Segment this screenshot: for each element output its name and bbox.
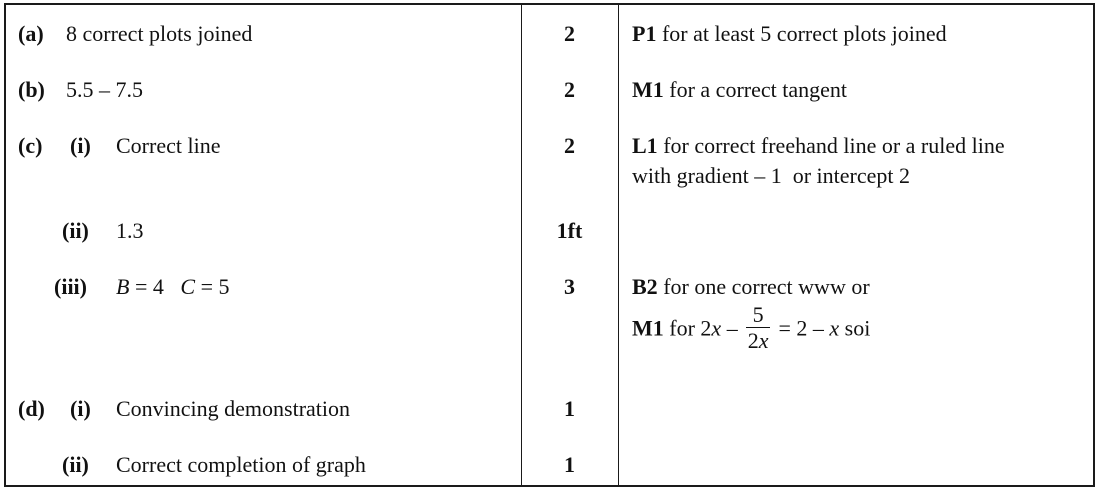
answer-c-iii bbox=[116, 272, 229, 302]
subpart-label-c-ii: (ii) bbox=[62, 218, 89, 243]
val-b: = 4 bbox=[129, 274, 164, 299]
fraction-5-over-2x bbox=[746, 303, 771, 354]
mark-c-ii: 1ft bbox=[556, 218, 583, 243]
note-b-text: for a correct tangent bbox=[669, 77, 847, 102]
part-label-a: (a) bbox=[18, 21, 44, 46]
note-c-iii-text1: for one correct www or bbox=[663, 274, 870, 299]
var-b: B bbox=[116, 274, 130, 299]
mark-c-iii: 3 bbox=[564, 274, 575, 299]
answer-a: 8 correct plots joined bbox=[66, 21, 253, 46]
mark-a: 2 bbox=[564, 21, 575, 46]
subpart-label-d-ii: (ii) bbox=[62, 452, 89, 477]
mark-b: 2 bbox=[564, 77, 575, 102]
val-c: = 5 bbox=[195, 274, 230, 299]
subpart-label-c-iii: (iii) bbox=[54, 274, 87, 299]
note-a bbox=[632, 19, 947, 49]
answer-d-i: Convincing demonstration bbox=[116, 396, 351, 421]
note-c-i-line2: with gradient – 1 or intercept 2 bbox=[632, 163, 910, 188]
note-a-text: for at least 5 correct plots joined bbox=[661, 21, 947, 46]
note-c-iii-code1: B2 bbox=[632, 274, 658, 299]
fraction-denominator: 2x bbox=[747, 328, 769, 353]
answer-c-i: Correct line bbox=[116, 133, 221, 158]
part-label-d: (d) bbox=[18, 396, 45, 421]
part-label-b: (b) bbox=[18, 77, 45, 102]
mark-d-i: 1 bbox=[564, 396, 575, 421]
note-a-code: P1 bbox=[632, 21, 657, 46]
note-c-iii-line2: M1 for 2x – $\frac{5}{2x}$ = 2 – x soi bbox=[632, 302, 871, 353]
subpart-label-c-i: (i) bbox=[70, 133, 91, 158]
column-divider-mark-notes bbox=[618, 5, 619, 485]
note-c-i-line1 bbox=[632, 131, 1005, 161]
var-c: C bbox=[180, 274, 196, 299]
answer-c-ii: 1.3 bbox=[116, 218, 144, 243]
answer-b: 5.5 – 7.5 bbox=[66, 77, 143, 102]
note-c-iii-line1 bbox=[632, 272, 870, 302]
note-c-i-code: L1 bbox=[632, 133, 658, 158]
mark-d-ii: 1 bbox=[564, 452, 575, 477]
note-b bbox=[632, 75, 847, 105]
subpart-label-d-i: (i) bbox=[70, 396, 91, 421]
note-c-iii-code2: M1 bbox=[632, 315, 664, 341]
mark-c-i: 2 bbox=[564, 133, 575, 158]
note-b-code: M1 bbox=[632, 77, 664, 102]
note-c-i-text1: for correct freehand line or a ruled line bbox=[663, 133, 1005, 158]
mark-scheme-table bbox=[4, 3, 1095, 487]
fraction-numerator: 5 bbox=[746, 303, 771, 328]
part-label-c: (c) bbox=[18, 133, 43, 158]
answer-d-ii: Correct completion of graph bbox=[116, 452, 366, 477]
